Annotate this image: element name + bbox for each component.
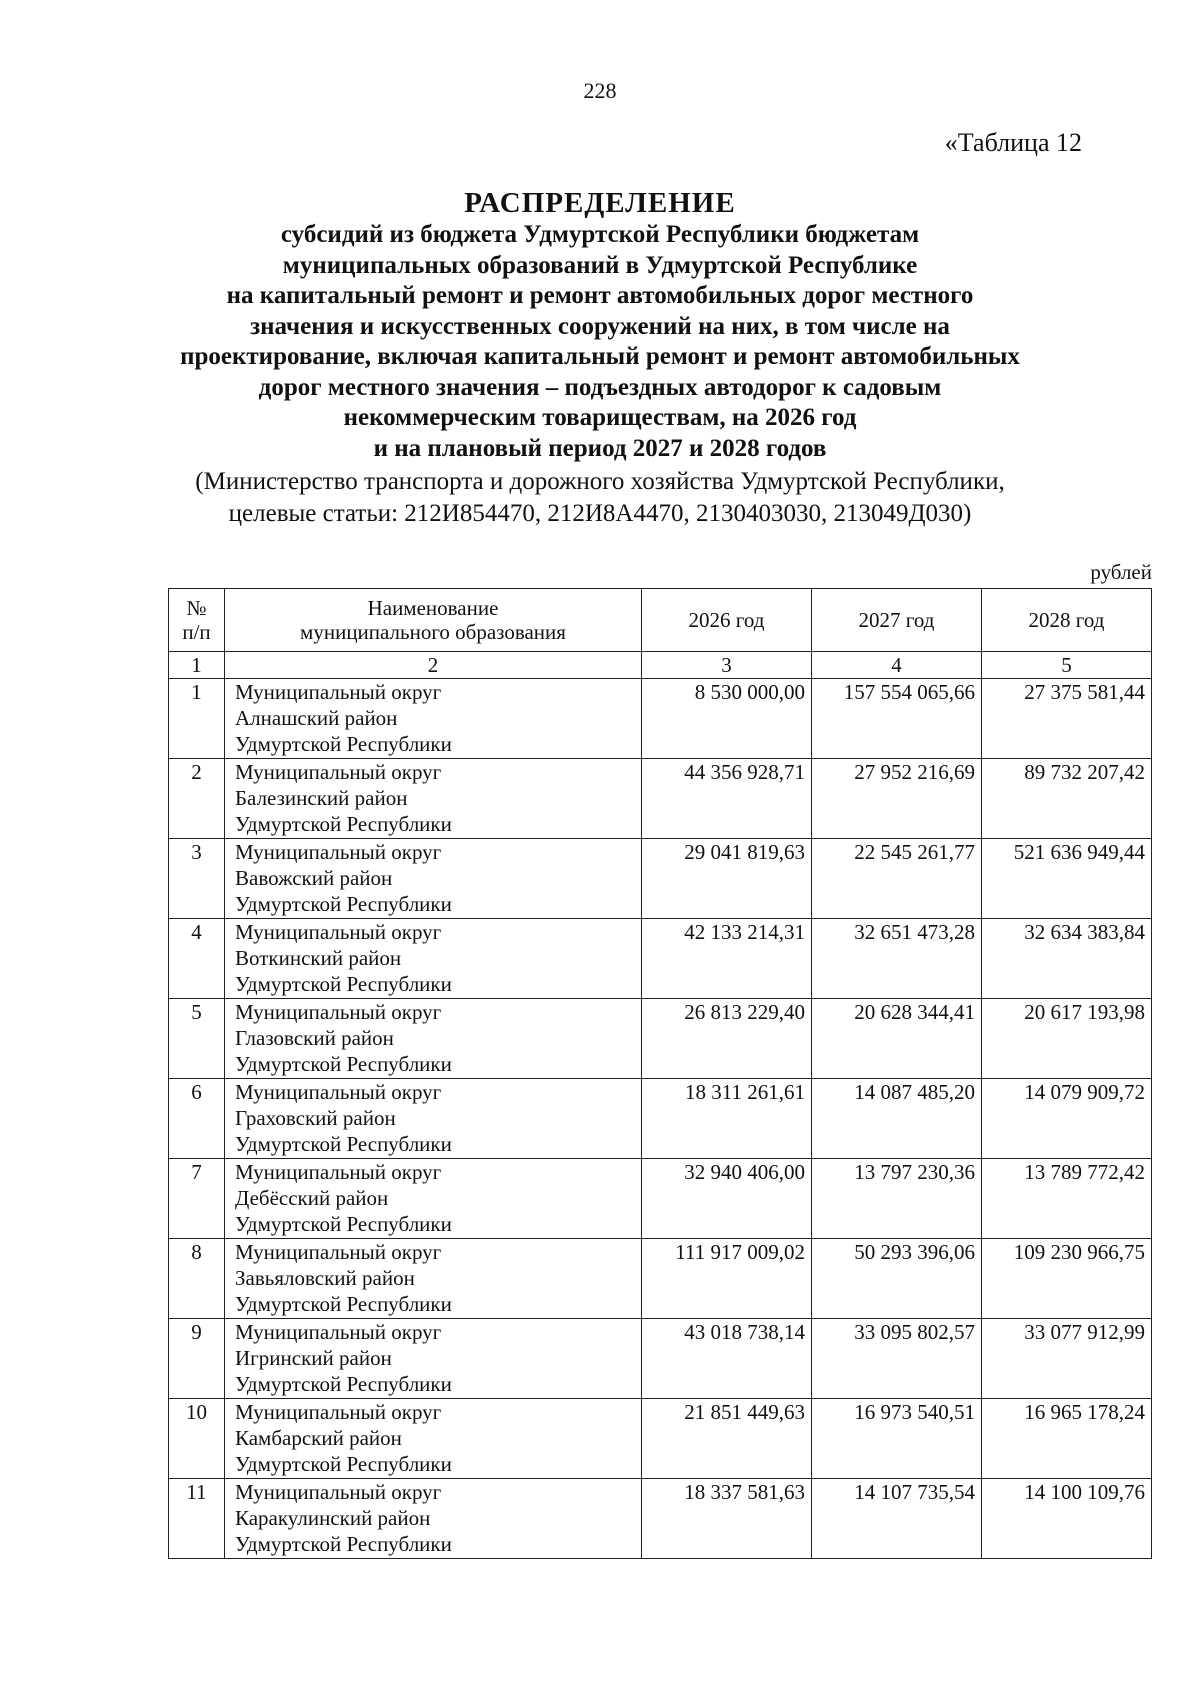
- table-row: [169, 1159, 1152, 1239]
- column-number: 2: [225, 652, 642, 679]
- amount-2028: 109 230 966,75: [982, 1239, 1152, 1319]
- heading-line: значения и искусственных сооружений на них, в том числе на: [250, 312, 950, 340]
- document-heading: [130, 186, 1070, 464]
- amount-2027: 50 293 396,06: [812, 1239, 982, 1319]
- heading-line: муниципальных образований в Удмуртской Республике: [282, 251, 918, 279]
- subtitle-line: (Министерство транспорта и дорожного хозяйства Удмуртской Республики,: [195, 468, 1005, 495]
- municipality-name-line: Удмуртской Республики: [235, 1372, 452, 1396]
- amount-2027: 13 797 230,36: [812, 1159, 982, 1239]
- municipality-name-line: Муниципальный округ: [235, 680, 442, 704]
- municipality-name-line: Алнашский район: [235, 706, 398, 730]
- amount-2028: 33 077 912,99: [982, 1319, 1152, 1399]
- amount-2026: 18 311 261,61: [642, 1079, 812, 1159]
- municipality-name-line: Муниципальный округ: [235, 1400, 442, 1424]
- heading-line: субсидий из бюджета Удмуртской Республики бюджетам: [280, 221, 920, 248]
- amount-2026: 29 041 819,63: [642, 839, 812, 919]
- row-number: 4: [169, 919, 225, 999]
- municipality-name-line: Удмуртской Республики: [235, 972, 452, 996]
- units-label: рублей: [1090, 560, 1152, 584]
- municipality-name-line: Муниципальный округ: [235, 760, 442, 784]
- municipality-name-line: Граховский район: [235, 1106, 396, 1130]
- header-number-symbol: №: [186, 596, 207, 620]
- heading-line: и на плановый период 2027 и 2028 годов: [373, 434, 827, 462]
- municipality-name-line: Удмуртской Республики: [235, 1052, 452, 1076]
- heading-line: некоммерческим товариществам, на 2026 год: [343, 404, 857, 431]
- municipality-name: [225, 1079, 642, 1159]
- municipality-name: [225, 1399, 642, 1479]
- table-row: [169, 759, 1152, 839]
- amount-2028: 89 732 207,42: [982, 759, 1152, 839]
- row-number: 5: [169, 999, 225, 1079]
- amount-2028: 32 634 383,84: [982, 919, 1152, 999]
- municipality-name-line: Муниципальный округ: [235, 1320, 442, 1344]
- distribution-table: [168, 588, 1152, 1559]
- table-row: [169, 1239, 1152, 1319]
- amount-2027: 14 087 485,20: [812, 1079, 982, 1159]
- amount-2027: 16 973 540,51: [812, 1399, 982, 1479]
- municipality-name-line: Удмуртской Республики: [235, 732, 452, 756]
- subtitle-line: целевые статьи: 212И854470, 212И8А4470, 2130403030, 213049Д030): [228, 500, 972, 527]
- municipality-name: [225, 1159, 642, 1239]
- municipality-name-line: Камбарский район: [235, 1426, 402, 1450]
- header-name-line: муниципального образования: [300, 620, 566, 644]
- page-number: 228: [583, 78, 617, 103]
- municipality-name-line: Глазовский район: [235, 1026, 394, 1050]
- header-2028: 2028 год: [982, 589, 1152, 652]
- amount-2028: 27 375 581,44: [982, 679, 1152, 759]
- amount-2028: 20 617 193,98: [982, 999, 1152, 1079]
- municipality-name-line: Воткинский район: [235, 946, 402, 970]
- municipality-name-line: Игринский район: [235, 1346, 392, 1370]
- amount-2027: 22 545 261,77: [812, 839, 982, 919]
- municipality-name: [225, 759, 642, 839]
- table-row: [169, 679, 1152, 759]
- amount-2028: 14 079 909,72: [982, 1079, 1152, 1159]
- amount-2027: 157 554 065,66: [812, 679, 982, 759]
- municipality-name-line: Удмуртской Республики: [235, 1212, 452, 1236]
- table-row: [169, 839, 1152, 919]
- heading-line: проектирование, включая капитальный ремонт и ремонт автомобильных: [180, 343, 1020, 370]
- amount-2027: 27 952 216,69: [812, 759, 982, 839]
- municipality-name-line: Муниципальный округ: [235, 840, 442, 864]
- heading-line: на капитальный ремонт и ремонт автомобильных дорог местного: [226, 282, 974, 309]
- amount-2026: 32 940 406,00: [642, 1159, 812, 1239]
- municipality-name-line: Удмуртской Республики: [235, 1532, 452, 1556]
- table-row: [169, 1319, 1152, 1399]
- document-subtitle: [130, 466, 1070, 530]
- amount-2026: 8 530 000,00: [642, 679, 812, 759]
- amount-2028: 13 789 772,42: [982, 1159, 1152, 1239]
- municipality-name-line: Муниципальный округ: [235, 920, 442, 944]
- table-row: [169, 1079, 1152, 1159]
- municipality-name-line: Муниципальный округ: [235, 1160, 442, 1184]
- amount-2026: 42 133 214,31: [642, 919, 812, 999]
- municipality-name-line: Муниципальный округ: [235, 1480, 442, 1504]
- municipality-name-line: Балезинский район: [235, 786, 408, 810]
- column-number: 3: [642, 652, 812, 679]
- header-number-abbr: п/п: [182, 620, 211, 644]
- municipality-name: [225, 839, 642, 919]
- table-row: [169, 999, 1152, 1079]
- row-number: 9: [169, 1319, 225, 1399]
- row-number: 1: [169, 679, 225, 759]
- municipality-name-line: Удмуртской Республики: [235, 1292, 452, 1316]
- municipality-name-line: Вавожский район: [235, 866, 393, 890]
- row-number: 11: [169, 1479, 225, 1559]
- municipality-name: [225, 1319, 642, 1399]
- table-row: [169, 1399, 1152, 1479]
- amount-2028: 16 965 178,24: [982, 1399, 1152, 1479]
- heading-title: РАСПРЕДЕЛЕНИЕ: [464, 187, 736, 219]
- row-number: 3: [169, 839, 225, 919]
- municipality-name-line: Дебёсский район: [235, 1186, 389, 1210]
- municipality-name-line: Удмуртской Республики: [235, 812, 452, 836]
- column-number: 5: [982, 652, 1152, 679]
- table-label: «Таблица 12: [944, 128, 1082, 157]
- municipality-name-line: Муниципальный округ: [235, 1240, 442, 1264]
- municipality-name: [225, 1479, 642, 1559]
- amount-2026: 26 813 229,40: [642, 999, 812, 1079]
- header-2026: 2026 год: [642, 589, 812, 652]
- municipality-name-line: Удмуртской Республики: [235, 1452, 452, 1476]
- amount-2028: 521 636 949,44: [982, 839, 1152, 919]
- municipality-name: [225, 1239, 642, 1319]
- municipality-name-line: Завьяловский район: [235, 1266, 415, 1290]
- amount-2028: 14 100 109,76: [982, 1479, 1152, 1559]
- municipality-name-line: Удмуртской Республики: [235, 892, 452, 916]
- column-number: 1: [169, 652, 225, 679]
- municipality-name: [225, 679, 642, 759]
- row-number: 7: [169, 1159, 225, 1239]
- amount-2027: 33 095 802,57: [812, 1319, 982, 1399]
- header-2027: 2027 год: [812, 589, 982, 652]
- municipality-name-line: Каракулинский район: [235, 1506, 431, 1530]
- municipality-name-line: Муниципальный округ: [235, 1080, 442, 1104]
- amount-2027: 32 651 473,28: [812, 919, 982, 999]
- table-header-row: [169, 589, 1152, 652]
- row-number: 10: [169, 1399, 225, 1479]
- column-number: 4: [812, 652, 982, 679]
- header-number: [169, 589, 225, 652]
- amount-2026: 111 917 009,02: [642, 1239, 812, 1319]
- amount-2026: 43 018 738,14: [642, 1319, 812, 1399]
- amount-2027: 20 628 344,41: [812, 999, 982, 1079]
- municipality-name-line: Удмуртской Республики: [235, 1132, 452, 1156]
- row-number: 2: [169, 759, 225, 839]
- amount-2026: 18 337 581,63: [642, 1479, 812, 1559]
- header-name: [225, 589, 642, 652]
- municipality-name-line: Муниципальный округ: [235, 1000, 442, 1024]
- municipality-name: [225, 919, 642, 999]
- municipality-name: [225, 999, 642, 1079]
- header-name-line: Наименование: [367, 596, 499, 620]
- column-number-row: [169, 652, 1152, 679]
- amount-2026: 21 851 449,63: [642, 1399, 812, 1479]
- amount-2027: 14 107 735,54: [812, 1479, 982, 1559]
- table-row: [169, 1479, 1152, 1559]
- table-row: [169, 919, 1152, 999]
- amount-2026: 44 356 928,71: [642, 759, 812, 839]
- heading-line: дорог местного значения – подъездных автодорог к садовым: [258, 373, 942, 401]
- row-number: 6: [169, 1079, 225, 1159]
- row-number: 8: [169, 1239, 225, 1319]
